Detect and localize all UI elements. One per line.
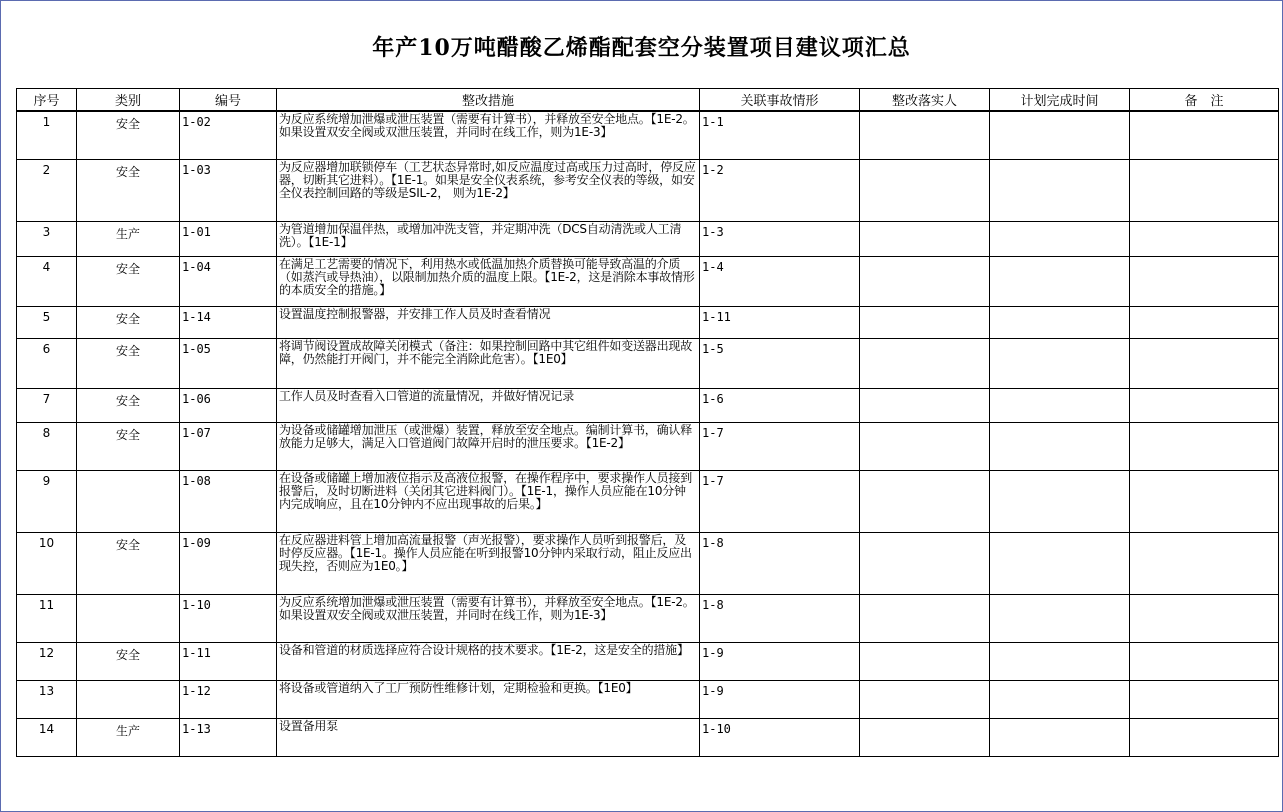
cell-no[interactable]: 7 bbox=[17, 388, 77, 422]
table-row bbox=[17, 306, 1279, 338]
cell-no[interactable]: 10 bbox=[17, 532, 77, 594]
cell-due[interactable] bbox=[990, 422, 1130, 470]
cell-measure[interactable]: 在反应器进料管上增加高流量报警（声光报警），要求操作人员听到报警后，及时停反应器。【1E-1。操作人员应能在听到报警10分钟内采取行动，阻止反应出现失控，否则应为1E0。】 bbox=[277, 532, 700, 594]
cell-owner[interactable] bbox=[860, 718, 990, 756]
cell-due[interactable] bbox=[990, 221, 1130, 256]
cell-category[interactable]: 安全 bbox=[77, 111, 180, 159]
cell-code[interactable]: 1-13 bbox=[180, 718, 277, 756]
cell-category[interactable]: 生产 bbox=[77, 221, 180, 256]
cell-note[interactable] bbox=[1130, 221, 1279, 256]
cell-code[interactable]: 1-14 bbox=[180, 306, 277, 338]
cell-note[interactable] bbox=[1130, 388, 1279, 422]
cell-note[interactable] bbox=[1130, 470, 1279, 532]
cell-category[interactable]: 安全 bbox=[77, 338, 180, 388]
cell-measure[interactable]: 为反应系统增加泄爆或泄压装置（需要有计算书），并释放至安全地点。【1E-2。如果设置双安全阀或双泄压装置，并同时在线工作，则为1E-3】 bbox=[277, 111, 700, 159]
cell-measure[interactable]: 设备和管道的材质选择应符合设计规格的技术要求。【1E-2，这是安全的措施】 bbox=[277, 642, 700, 680]
cell-note[interactable] bbox=[1130, 680, 1279, 718]
cell-note[interactable] bbox=[1130, 718, 1279, 756]
cell-note[interactable] bbox=[1130, 422, 1279, 470]
cell-no[interactable]: 6 bbox=[17, 338, 77, 388]
table-row bbox=[17, 642, 1279, 680]
cell-owner[interactable] bbox=[860, 642, 990, 680]
table-row bbox=[17, 718, 1279, 756]
cell-category[interactable]: 安全 bbox=[77, 532, 180, 594]
cell-no[interactable]: 11 bbox=[17, 594, 77, 642]
table-row bbox=[17, 256, 1279, 306]
cell-code[interactable]: 1-05 bbox=[180, 338, 277, 388]
cell-code[interactable]: 1-01 bbox=[180, 221, 277, 256]
cell-owner[interactable] bbox=[860, 680, 990, 718]
cell-note[interactable] bbox=[1130, 642, 1279, 680]
cell-category[interactable] bbox=[77, 594, 180, 642]
table-row bbox=[17, 221, 1279, 256]
table-row bbox=[17, 422, 1279, 470]
cell-no[interactable]: 14 bbox=[17, 718, 77, 756]
cell-related-scenario[interactable]: 1-7 bbox=[700, 470, 860, 532]
cell-code[interactable]: 1-08 bbox=[180, 470, 277, 532]
cell-due[interactable] bbox=[990, 388, 1130, 422]
cell-code[interactable]: 1-06 bbox=[180, 388, 277, 422]
table-row bbox=[17, 594, 1279, 642]
cell-owner[interactable] bbox=[860, 338, 990, 388]
cell-code[interactable]: 1-02 bbox=[180, 111, 277, 159]
table-row bbox=[17, 111, 1279, 159]
column-header-related-scenario[interactable]: 关联事故情形 bbox=[700, 89, 860, 112]
cell-due[interactable] bbox=[990, 680, 1130, 718]
column-header-code[interactable]: 编号 bbox=[180, 89, 277, 112]
header-row bbox=[17, 89, 1279, 112]
cell-code[interactable]: 1-07 bbox=[180, 422, 277, 470]
cell-owner[interactable] bbox=[860, 532, 990, 594]
cell-category[interactable]: 安全 bbox=[77, 159, 180, 221]
cell-measure[interactable]: 在设备或储罐上增加液位指示及高液位报警，在操作程序中，要求操作人员接到报警后，及时切断进料（关闭其它进料阀门）。【1E-1，操作人员应能在10分钟内完成响应，且在10分钟内不应出现事故的后果。】 bbox=[277, 470, 700, 532]
cell-note[interactable] bbox=[1130, 594, 1279, 642]
cell-owner[interactable] bbox=[860, 422, 990, 470]
cell-measure[interactable]: 将设备或管道纳入了工厂预防性维修计划，定期检验和更换。【1E0】 bbox=[277, 680, 700, 718]
cell-due[interactable] bbox=[990, 594, 1130, 642]
cell-owner[interactable] bbox=[860, 221, 990, 256]
cell-measure[interactable]: 设置温度控制报警器，并安排工作人员及时查看情况 bbox=[277, 306, 700, 338]
cell-related-scenario[interactable]: 1-6 bbox=[700, 388, 860, 422]
cell-note[interactable] bbox=[1130, 159, 1279, 221]
cell-code[interactable]: 1-04 bbox=[180, 256, 277, 306]
cell-no[interactable]: 3 bbox=[17, 221, 77, 256]
cell-category[interactable]: 安全 bbox=[77, 306, 180, 338]
column-header-note[interactable]: 备 注 bbox=[1130, 89, 1279, 112]
cell-measure[interactable]: 为设备或储罐增加泄压（或泄爆）装置，释放至安全地点。编制计算书，确认释放能力足够大，满足入口管道阀门故障开启时的泄压要求。【1E-2】 bbox=[277, 422, 700, 470]
table-row bbox=[17, 388, 1279, 422]
cell-due[interactable] bbox=[990, 256, 1130, 306]
table-row bbox=[17, 338, 1279, 388]
cell-code[interactable]: 1-12 bbox=[180, 680, 277, 718]
cell-note[interactable] bbox=[1130, 532, 1279, 594]
summary-table bbox=[16, 88, 1279, 757]
cell-code[interactable]: 1-03 bbox=[180, 159, 277, 221]
cell-related-scenario[interactable]: 1-3 bbox=[700, 221, 860, 256]
cell-related-scenario[interactable]: 1-2 bbox=[700, 159, 860, 221]
cell-category[interactable]: 安全 bbox=[77, 422, 180, 470]
cell-no[interactable]: 13 bbox=[17, 680, 77, 718]
cell-note[interactable] bbox=[1130, 306, 1279, 338]
table-row bbox=[17, 470, 1279, 532]
column-header-measure[interactable]: 整改措施 bbox=[277, 89, 700, 112]
cell-measure[interactable]: 为反应系统增加泄爆或泄压装置（需要有计算书），并释放至安全地点。【1E-2。如果设置双安全阀或双泄压装置，并同时在线工作，则为1E-3】 bbox=[277, 594, 700, 642]
cell-note[interactable] bbox=[1130, 111, 1279, 159]
cell-measure[interactable]: 将调节阀设置成故障关闭模式（备注：如果控制回路中其它组件如变送器出现故障，仍然能打开阀门，并不能完全消除此危害）。【1E0】 bbox=[277, 338, 700, 388]
cell-related-scenario[interactable]: 1-4 bbox=[700, 256, 860, 306]
cell-owner[interactable] bbox=[860, 111, 990, 159]
cell-due[interactable] bbox=[990, 642, 1130, 680]
cell-code[interactable]: 1-10 bbox=[180, 594, 277, 642]
cell-due[interactable] bbox=[990, 306, 1130, 338]
cell-related-scenario[interactable]: 1-9 bbox=[700, 680, 860, 718]
cell-category[interactable]: 安全 bbox=[77, 256, 180, 306]
cell-no[interactable]: 1 bbox=[17, 111, 77, 159]
cell-related-scenario[interactable]: 1-5 bbox=[700, 338, 860, 388]
cell-related-scenario[interactable]: 1-1 bbox=[700, 111, 860, 159]
cell-due[interactable] bbox=[990, 718, 1130, 756]
cell-category[interactable] bbox=[77, 470, 180, 532]
cell-owner[interactable] bbox=[860, 470, 990, 532]
table-row bbox=[17, 159, 1279, 221]
cell-related-scenario[interactable]: 1-11 bbox=[700, 306, 860, 338]
cell-category[interactable]: 安全 bbox=[77, 642, 180, 680]
cell-code[interactable]: 1-11 bbox=[180, 642, 277, 680]
cell-due[interactable] bbox=[990, 338, 1130, 388]
cell-no[interactable]: 5 bbox=[17, 306, 77, 338]
cell-code[interactable]: 1-09 bbox=[180, 532, 277, 594]
cell-no[interactable]: 4 bbox=[17, 256, 77, 306]
cell-related-scenario[interactable]: 1-10 bbox=[700, 718, 860, 756]
column-header-owner[interactable]: 整改落实人 bbox=[860, 89, 990, 112]
cell-note[interactable] bbox=[1130, 256, 1279, 306]
column-header-no[interactable]: 序号 bbox=[17, 89, 77, 112]
cell-owner[interactable] bbox=[860, 159, 990, 221]
column-header-due[interactable]: 计划完成时间 bbox=[990, 89, 1130, 112]
cell-owner[interactable] bbox=[860, 256, 990, 306]
table-row bbox=[17, 680, 1279, 718]
cell-measure[interactable]: 在满足工艺需要的情况下，利用热水或低温加热介质替换可能导致高温的介质（如蒸汽或导热油），以限制加热介质的温度上限。【1E-2，这是消除本事故情形的本质安全的措施。】 bbox=[277, 256, 700, 306]
cell-measure[interactable]: 设置备用泵 bbox=[277, 718, 700, 756]
cell-note[interactable] bbox=[1130, 338, 1279, 388]
cell-related-scenario[interactable]: 1-7 bbox=[700, 422, 860, 470]
cell-owner[interactable] bbox=[860, 388, 990, 422]
cell-due[interactable] bbox=[990, 532, 1130, 594]
cell-no[interactable]: 12 bbox=[17, 642, 77, 680]
cell-due[interactable] bbox=[990, 111, 1130, 159]
cell-owner[interactable] bbox=[860, 306, 990, 338]
cell-due[interactable] bbox=[990, 470, 1130, 532]
cell-related-scenario[interactable]: 1-9 bbox=[700, 642, 860, 680]
table-row bbox=[17, 532, 1279, 594]
cell-category[interactable]: 安全 bbox=[77, 388, 180, 422]
cell-no[interactable]: 2 bbox=[17, 159, 77, 221]
column-header-category[interactable]: 类别 bbox=[77, 89, 180, 112]
cell-measure[interactable]: 工作人员及时查看入口管道的流量情况，并做好情况记录 bbox=[277, 388, 700, 422]
cell-measure[interactable]: 为管道增加保温伴热，或增加冲洗支管，并定期冲洗（DCS自动清洗或人工清洗）。【1E-1】 bbox=[277, 221, 700, 256]
cell-related-scenario[interactable]: 1-8 bbox=[700, 594, 860, 642]
cell-related-scenario[interactable]: 1-8 bbox=[700, 532, 860, 594]
cell-owner[interactable] bbox=[860, 594, 990, 642]
cell-category[interactable]: 生产 bbox=[77, 718, 180, 756]
cell-no[interactable]: 9 bbox=[17, 470, 77, 532]
sheet-title: 年产10万吨醋酸乙烯酯配套空分装置项目建议项汇总 bbox=[372, 35, 911, 61]
cell-measure[interactable]: 为反应器增加联锁停车（工艺状态异常时,如反应温度过高或压力过高时，停反应器，切断其它进料）。【1E-1。如果是安全仪表系统，参考安全仪表的等级，如安全仪表控制回路的等级是SIL-2， 则为1E-2】 bbox=[277, 159, 700, 221]
cell-no[interactable]: 8 bbox=[17, 422, 77, 470]
cell-category[interactable] bbox=[77, 680, 180, 718]
cell-due[interactable] bbox=[990, 159, 1130, 221]
